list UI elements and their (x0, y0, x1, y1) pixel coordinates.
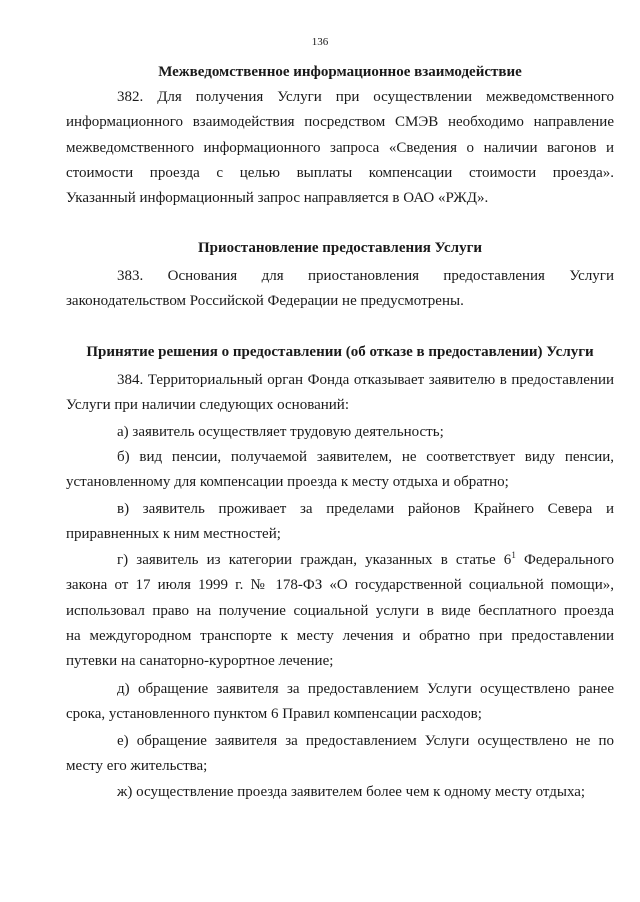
paragraph-383 (66, 264, 614, 315)
paragraph-line: путевки на санаторно-курортное лечение; (66, 653, 334, 670)
paragraph-line: стоимости проезда с целью выплаты компенсации стоимости проезда». (66, 164, 614, 181)
line-text: г) заявитель из категории граждан, указанных в статье 6 (117, 552, 512, 568)
paragraph-line: законодательством Российской Федерации не предусмотрены. (66, 293, 464, 310)
line-text: Федерального (515, 552, 614, 568)
paragraph-item-d (66, 677, 614, 728)
paragraph-line: а) заявитель осуществляет трудовую деятельность; (117, 424, 444, 440)
paragraph-line: д) обращение заявителя за предоставлением Услуги осуществлено ранее (117, 681, 614, 697)
paragraph-line: е) обращение заявителя за предоставлением Услуги осуществлено не по (117, 733, 614, 749)
paragraph-line: месту его жительства; (66, 758, 208, 775)
paragraph-line: информационного взаимодействия посредством СМЭВ необходимо направление (66, 114, 614, 131)
paragraph-line: установленному для компенсации проезда к месту отдыха и обратно; (66, 474, 509, 491)
paragraph-line: в) заявитель проживает за пределами районов Крайнего Севера и (117, 501, 614, 517)
paragraph-line: 384. Территориальный орган Фонда отказывает заявителю в предоставлении (117, 372, 614, 388)
paragraph-382 (66, 85, 614, 211)
section-heading-decision: Принятие решения о предоставлении (об отказе в предоставлении) Услуги (86, 344, 594, 360)
paragraph-line: б) вид пенсии, получаемой заявителем, не соответствует виду пенсии, (117, 449, 614, 465)
paragraph-item-a (66, 420, 614, 445)
paragraph-line: срока, установленного пунктом 6 Правил компенсации расходов; (66, 706, 482, 723)
paragraph-line: Указанный информационный запрос направляется в ОАО «РЖД». (66, 190, 489, 207)
paragraph-line (66, 548, 614, 573)
paragraph-line: использовал право на получение социальной услуги в виде бесплатного проезда (66, 602, 614, 619)
paragraph-item-g (66, 548, 614, 674)
paragraph-line: на междугородном транспорте к месту лечения и обратно при предоставлении (66, 627, 614, 644)
paragraph-item-b (66, 445, 614, 496)
paragraph-line: закона от 17 июля 1999 г. № 178-ФЗ «О государственной социальной помощи», (66, 577, 614, 594)
paragraph-384 (66, 368, 614, 419)
superscript: 1 (511, 550, 516, 560)
paragraph-line: 382. Для получения Услуги при осуществлении межведомственного (117, 89, 614, 105)
section-heading-interagency: Межведомственное информационное взаимодействие (158, 64, 522, 80)
paragraph-line: 383. Основания для приостановления предоставления Услуги (117, 268, 614, 284)
page-number: 136 (311, 36, 329, 48)
paragraph-item-e (66, 729, 614, 780)
paragraph-item-zh (66, 780, 614, 805)
paragraph-line: приравненных к ним местностей; (66, 526, 281, 543)
paragraph-item-v (66, 497, 614, 548)
section-heading-suspension: Приостановление предоставления Услуги (197, 240, 483, 256)
paragraph-line: Услуги при наличии следующих оснований: (66, 397, 349, 414)
paragraph-line: ж) осуществление проезда заявителем более чем к одному месту отдыха; (117, 784, 586, 800)
paragraph-line: межведомственного информационного запроса «Сведения о наличии вагонов и (66, 139, 614, 156)
